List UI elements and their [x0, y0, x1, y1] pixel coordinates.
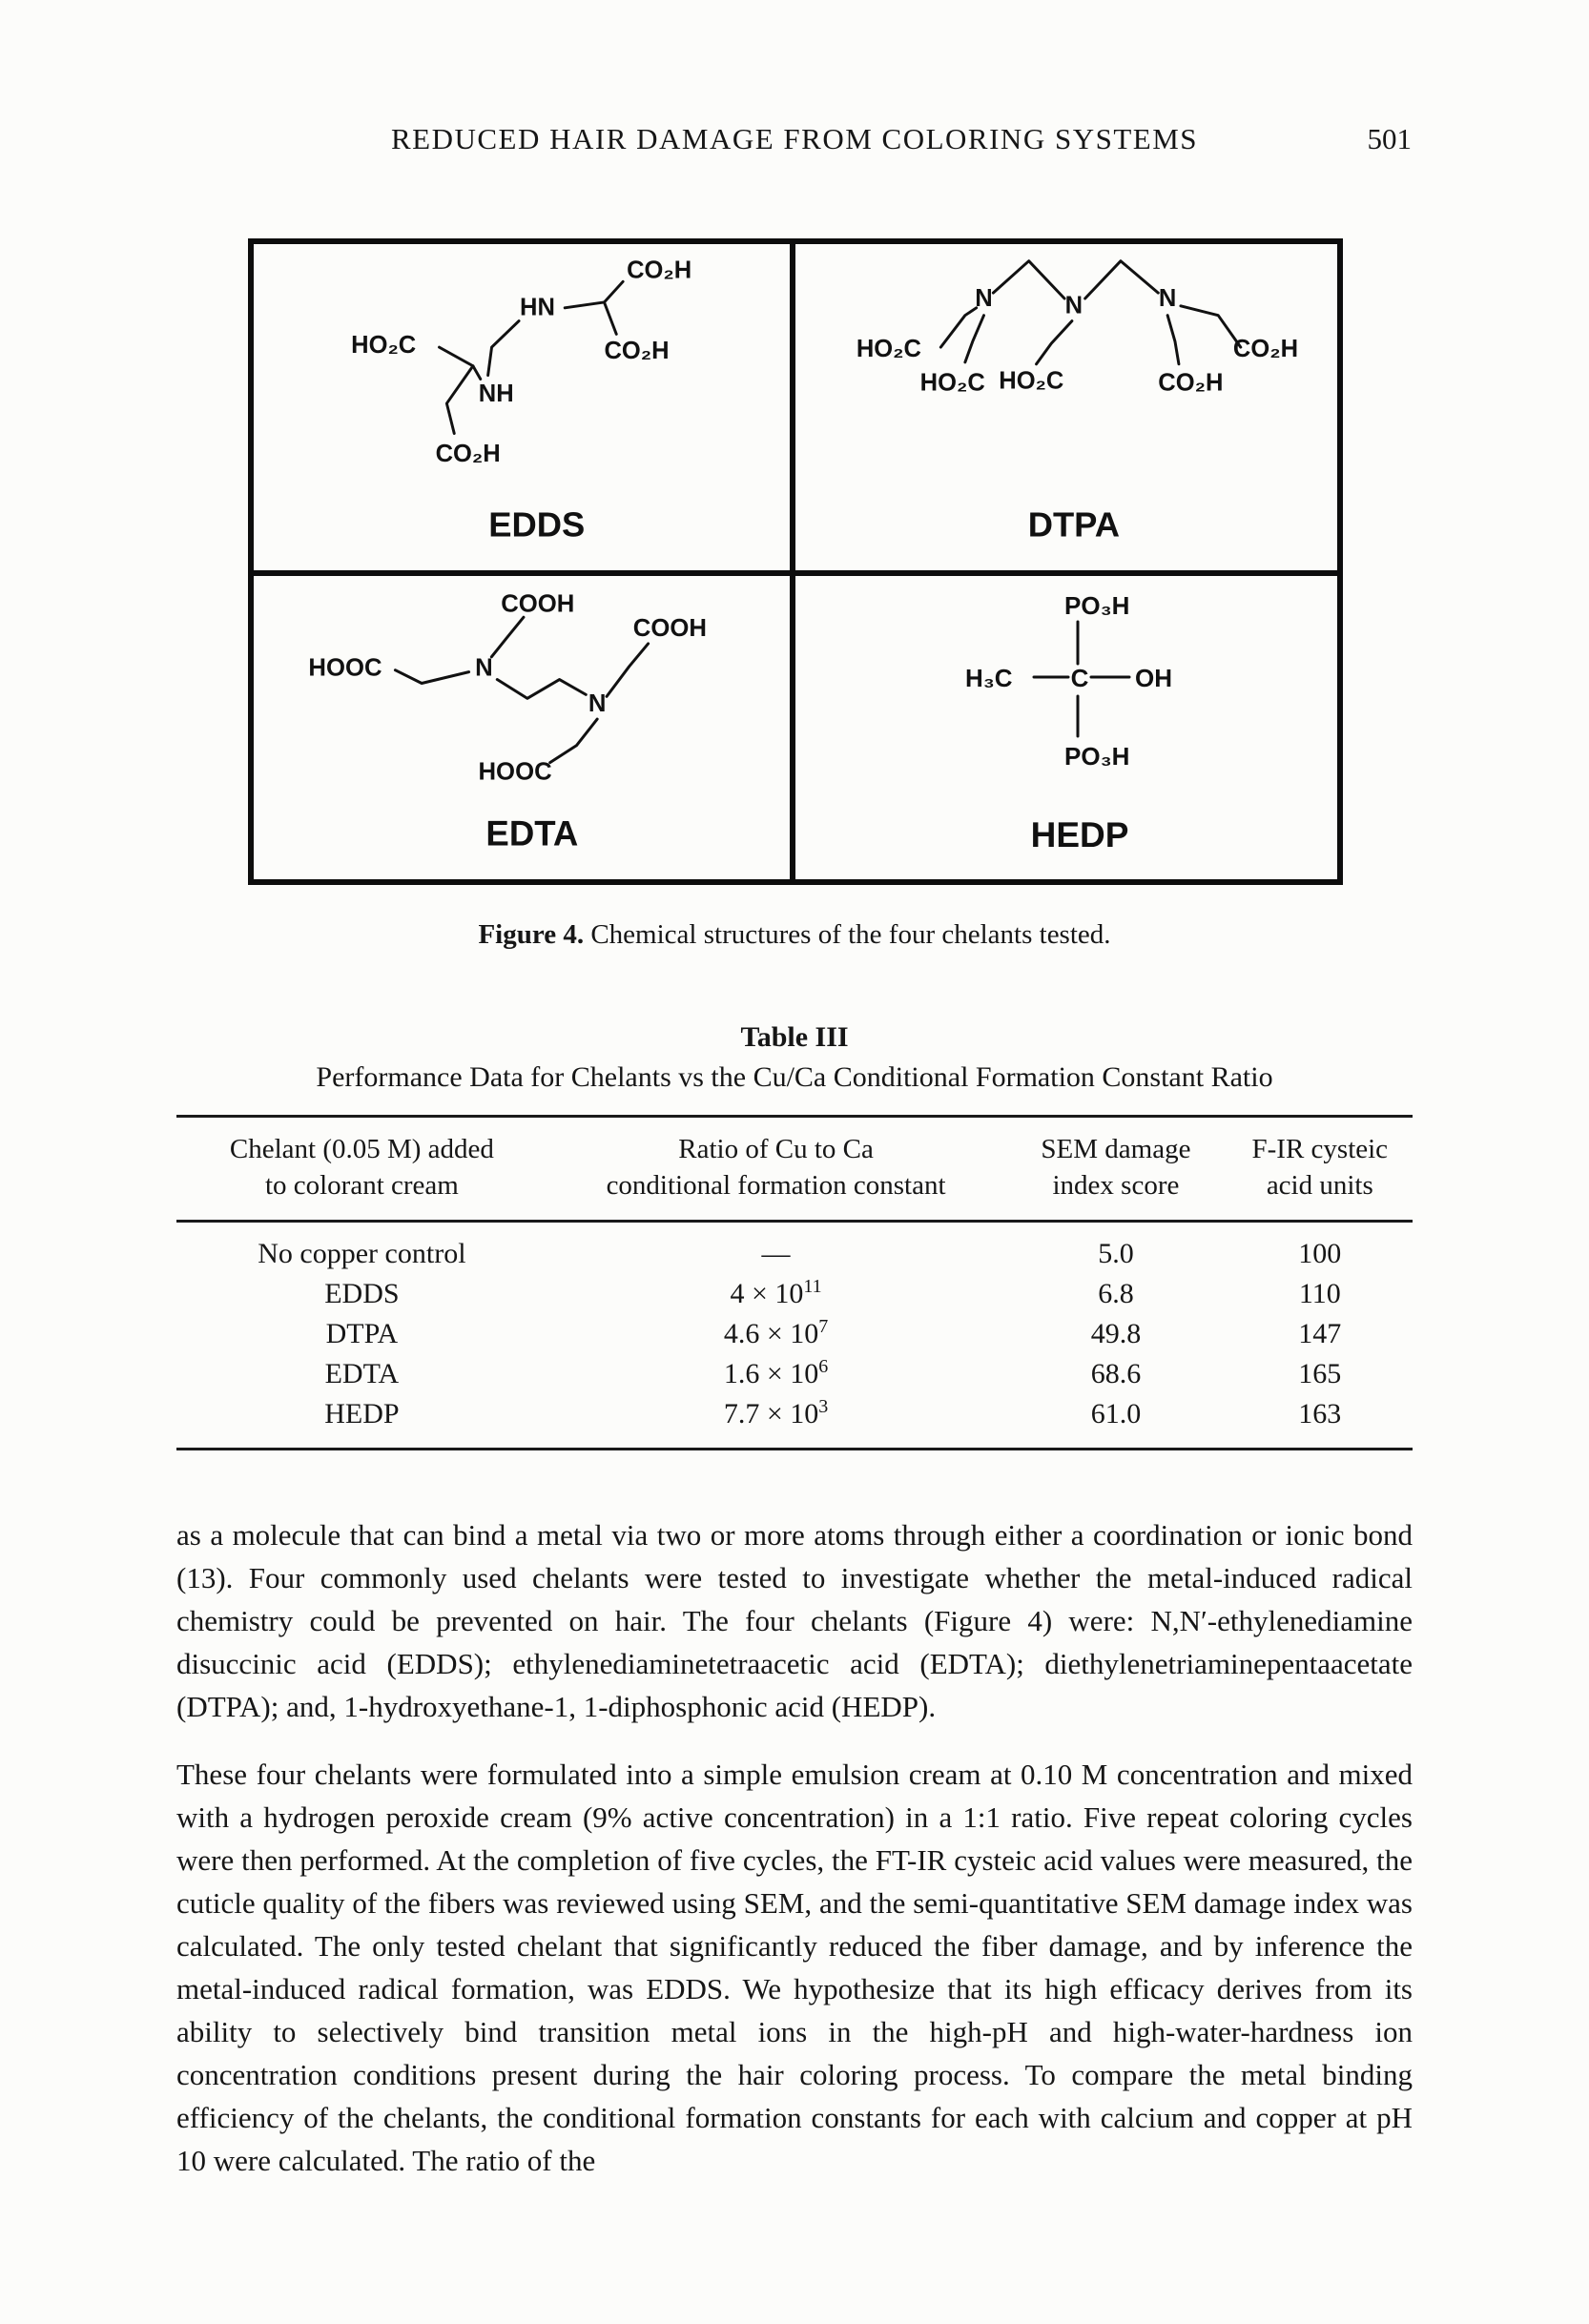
cell-ratio — [547, 1314, 1005, 1354]
header-line: Ratio of Cu to Ca — [678, 1134, 874, 1164]
cell-sem: 49.8 — [1090, 1317, 1142, 1349]
chem-label: HO₂C — [919, 369, 985, 397]
dtpa-structure-drawing — [795, 244, 1337, 570]
chem-label: CO₂H — [435, 441, 501, 467]
table-row — [176, 1274, 1413, 1314]
table-row — [176, 1354, 1413, 1394]
chem-label: CO₂H — [627, 257, 692, 284]
figure-grid — [254, 244, 1337, 879]
figure-caption-label: Figure 4. — [478, 919, 585, 950]
header-line: to colorant cream — [264, 1170, 459, 1202]
table-title: Table III — [740, 1021, 849, 1053]
col-header-ratio — [547, 1117, 1005, 1222]
cell-chelant: EDDS — [324, 1277, 400, 1309]
chem-label: HO₂C — [351, 332, 417, 359]
cell-sem: 5.0 — [1098, 1237, 1134, 1269]
chem-label: C — [1070, 664, 1089, 692]
table-row — [176, 1314, 1413, 1354]
panel-dtpa — [795, 244, 1337, 576]
cell-sem: 68.6 — [1090, 1357, 1142, 1389]
header-line: SEM damage — [1041, 1134, 1191, 1164]
col-header-sem — [1004, 1117, 1227, 1222]
cell-fir: 147 — [1298, 1317, 1342, 1349]
page-number: 501 — [1367, 122, 1412, 155]
cell-chelant: No copper control — [258, 1237, 466, 1269]
table-row — [176, 1221, 1413, 1274]
edta-bonds — [395, 617, 648, 762]
chem-label: COOH — [632, 615, 707, 643]
chem-label: N — [1064, 292, 1083, 319]
chem-label: N — [475, 654, 493, 682]
header-line: conditional formation constant — [606, 1170, 946, 1202]
cell-chelant: DTPA — [325, 1317, 399, 1349]
figure-4-chemical-structures — [248, 238, 1343, 885]
structure-name-dtpa: DTPA — [1027, 504, 1121, 545]
ratio-exponent: 11 — [803, 1275, 822, 1297]
cell-sem: 6.8 — [1098, 1277, 1134, 1309]
cell-ratio — [547, 1354, 1005, 1394]
edds-structure-drawing — [254, 244, 790, 570]
ratio-exponent: 3 — [818, 1395, 829, 1417]
chem-label: HOOC — [478, 758, 552, 786]
cell-sem: 61.0 — [1090, 1397, 1142, 1429]
body-paragraph-2: These four chelants were formulated into a simple emulsion cream at 0.10 M concentration and mixed with a hydrogen peroxide cream (9% active concentration) in a 1:1 ratio. Five repeat coloring cycles were then performed. At the completion of five cycles, the FT-IR cysteic acid values were measured, the cuticle quality of the fibers was reviewed using SEM, and the semi-quantitative SEM damage index was calculated. The only tested chelant that significantly reduced the fiber damage, and by inference the metal-induced radical formation, was EDDS. We hypothesize that its high efficacy derives from its ability to selectively bind transition metal ions in the high-pH and high-water-hardness ion concentration conditions present during the hair coloring process. To compare the metal binding efficiency of the chelants, the conditional formation constants for each with calcium and copper at pH 10 were calculated. The ratio of the — [176, 1757, 1413, 2177]
chem-label: N — [588, 690, 607, 718]
chem-label: N — [1158, 284, 1177, 312]
chem-label: HN — [520, 294, 555, 321]
chem-label: CO₂H — [604, 337, 670, 364]
panel-hedp — [795, 576, 1337, 879]
ratio-exponent: 6 — [818, 1355, 829, 1377]
structure-name-hedp: HEDP — [1030, 815, 1129, 854]
chem-label: CO₂H — [1158, 369, 1224, 397]
chem-label: HOOC — [308, 654, 382, 682]
table-3-block — [176, 1021, 1413, 1450]
structure-name-edds: EDDS — [488, 504, 586, 545]
table-row — [176, 1394, 1413, 1450]
header-line: index score — [1052, 1170, 1180, 1202]
cell-ratio — [547, 1221, 1005, 1274]
chem-label: HO₂C — [999, 367, 1064, 395]
col-header-chelant — [176, 1117, 547, 1222]
header-line: Chelant (0.05 M) added — [229, 1134, 494, 1164]
hedp-structure-drawing — [795, 576, 1337, 879]
figure-caption-text: Chemical structures of the four chelants tested. — [590, 919, 1111, 950]
chem-label: HO₂C — [856, 335, 921, 362]
cell-chelant: HEDP — [324, 1397, 400, 1429]
chem-label: PO₃H — [1064, 742, 1130, 771]
chem-label: N — [975, 284, 993, 312]
edta-structure-drawing — [254, 576, 790, 879]
chem-label: PO₃H — [1064, 591, 1130, 620]
ratio-base: 4 × 10 — [730, 1277, 804, 1309]
cell-fir: 100 — [1298, 1237, 1342, 1269]
cell-fir: 110 — [1298, 1277, 1341, 1309]
header-line: acid units — [1266, 1170, 1373, 1202]
ratio-base: 1.6 × 10 — [723, 1357, 819, 1389]
dtpa-bonds — [940, 261, 1240, 364]
chem-label: COOH — [501, 590, 575, 618]
cell-fir: 163 — [1298, 1397, 1342, 1429]
performance-data-table — [176, 1115, 1413, 1450]
figure-caption — [0, 919, 1589, 951]
cell-ratio — [547, 1274, 1005, 1314]
cell-fir: 165 — [1298, 1357, 1342, 1389]
col-header-fir — [1228, 1117, 1413, 1222]
header-line: F-IR cysteic — [1251, 1134, 1389, 1164]
chem-label: CO₂H — [1232, 335, 1299, 362]
chem-label: OH — [1135, 664, 1172, 692]
table-subtitle: Performance Data for Chelants vs the Cu/Ca Conditional Formation Constant Ratio — [316, 1061, 1273, 1093]
running-head-title: REDUCED HAIR DAMAGE FROM COLORING SYSTEMS — [390, 122, 1199, 155]
cell-ratio — [547, 1394, 1005, 1450]
body-text — [176, 1513, 1413, 2182]
table-header-row — [176, 1117, 1413, 1222]
chem-label: H₃C — [965, 664, 1013, 692]
chem-label: NH — [478, 380, 514, 408]
running-head — [0, 122, 1589, 162]
body-paragraph-1: as a molecule that can bind a metal via two or more atoms through either a coordination or ionic bond (13). Four commonly used chelants were tested to investigate whether the metal-induced radical chemistry could be prevented on hair. The four chelants (Figure 4) were: N,N′-ethylenediamine disuccinic acid (EDDS); ethylenediaminetetraacetic acid (EDTA); diethylenetriaminepentaacetate (DTPA); and, 1-hydroxyethane-1, 1-diphosphonic acid (HEDP). — [176, 1517, 1413, 1723]
ratio-base: — — [761, 1237, 791, 1269]
panel-edta — [254, 576, 795, 879]
ratio-base: 7.7 × 10 — [723, 1397, 819, 1429]
ratio-exponent: 7 — [818, 1315, 829, 1337]
cell-chelant: EDTA — [324, 1357, 400, 1389]
ratio-base: 4.6 × 10 — [723, 1317, 819, 1349]
panel-edds — [254, 244, 795, 576]
structure-name-edta: EDTA — [485, 813, 579, 854]
